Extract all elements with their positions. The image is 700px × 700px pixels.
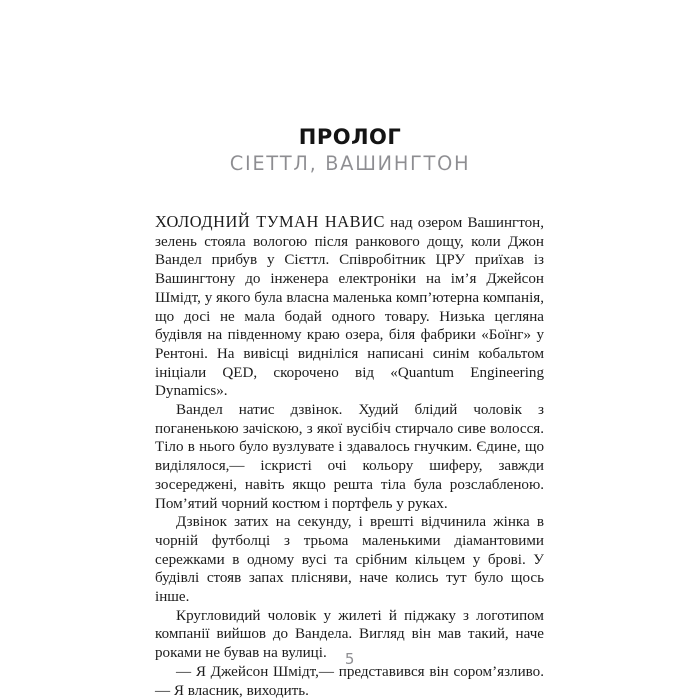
- body-text-column: [155, 213, 544, 700]
- page-number: 5: [344, 650, 356, 668]
- paragraph-1: [155, 213, 544, 401]
- paragraph-3: Дзвінок затих на секунду, і врешті відчинила жінка в чорній футболці з трьома маленькими діамантовими сережками в одному вусі та срібним кільцем у брові. У будівлі стояв запах плісняви, наче колись тут було щось інше.: [155, 514, 544, 606]
- paragraph-2: Вандел натис дзвінок. Худий блідий чоловік з поганенькою зачіскою, з якої вусібіч стирчало сиве волосся. Тіло в нього було вузлувате і здавалось гнучким. Єдине, що виділялося,— іскристі очі кольору шиферу, завжди зосереджені, навіть якщо решта тіла була розслабленою. Пом’ятий чорний костюм і портфель у руках.: [155, 402, 544, 512]
- chapter-heading: [0, 126, 700, 176]
- page-title: ПРОЛОГ: [298, 125, 402, 149]
- chapter-subtitle: СІЕТТЛ, ВАШИНГТОН: [229, 152, 471, 176]
- paragraph-5: — Я Джейсон Шмідт,— представився він сором’язливо.— Я власник, виходить.: [155, 663, 544, 699]
- paragraph-1-text: над озером Вашингтон, зелень стояла вологою після ранкового дощу, коли Джон Вандел прибув у Сієттл. Співробітник ЦРУ приїхав із Вашингтону до інженера електроніки на ім’я Джейсон Шмідт, у якого була власна маленька комп’ютерна компанія, що досі не мала бодай одного товару. Низька цегляна будівля на південному краю озера, біля фабрики «Боїнг» у Рентоні. На вивісці видніліся написані синім кобальтом ініціали QED, скорочено від «Quantum Engineering Dynamics».: [155, 215, 545, 400]
- lead-in-phrase: ХОЛОДНИЙ ТУМАН НАВИС: [155, 212, 386, 231]
- paragraph-4: Кругловидий чоловік у жилеті й піджаку з логотипом компанії вийшов до Вандела. Вигляд він мав такий, наче роками не бував на вулиці.: [155, 607, 544, 662]
